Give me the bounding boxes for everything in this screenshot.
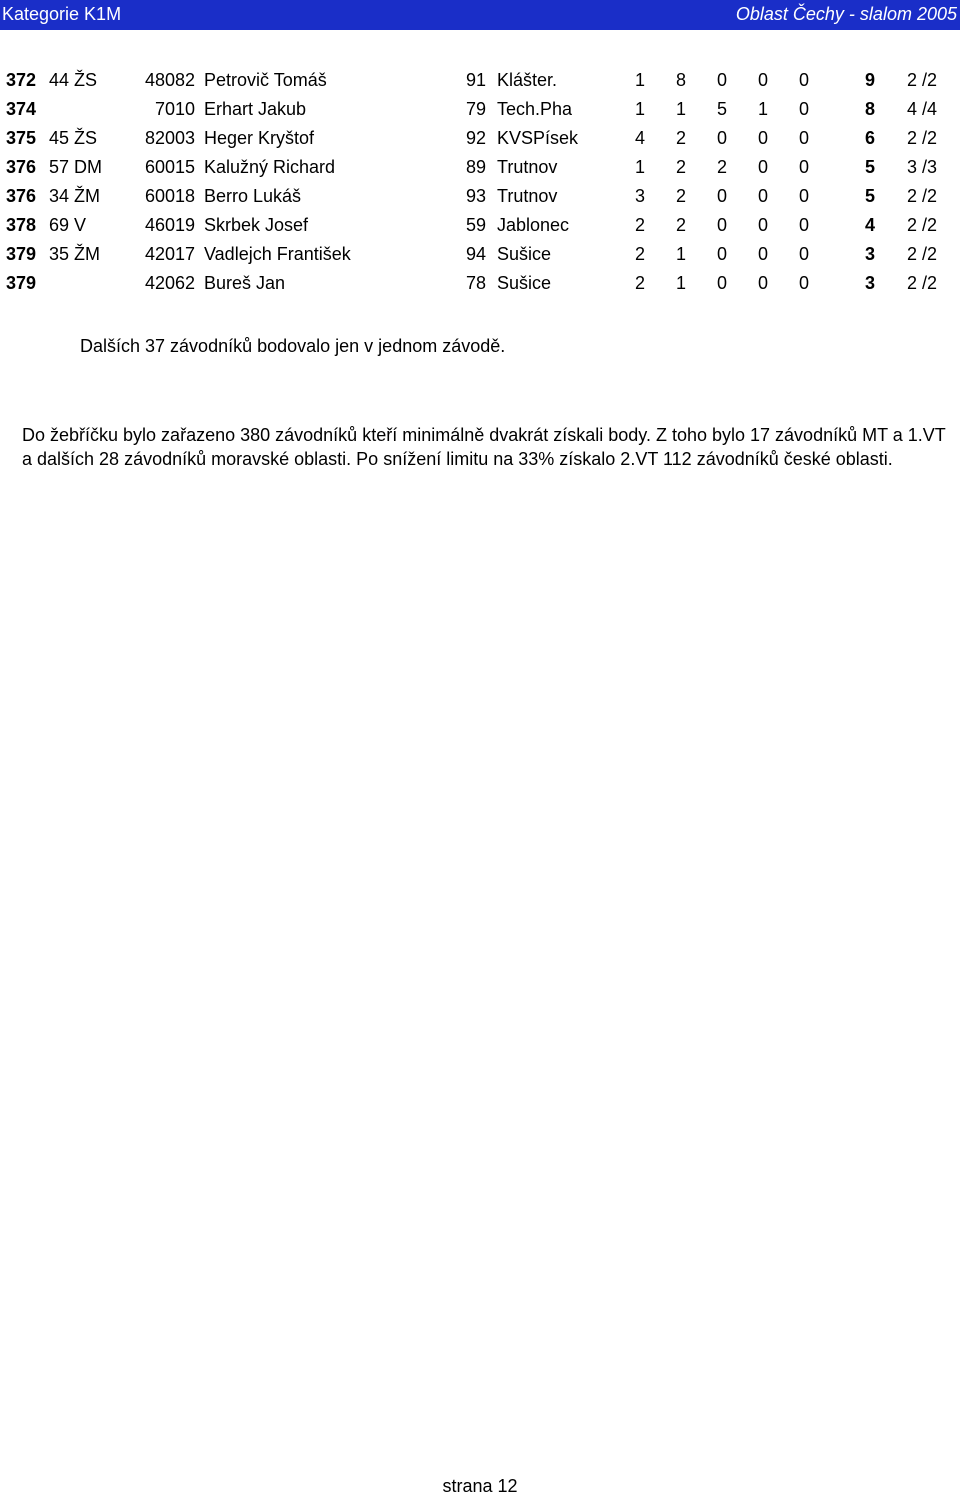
single-race-note: Dalších 37 závodníků bodovalo jen v jednom závodě.	[80, 336, 506, 356]
club: Trutnov	[497, 157, 558, 177]
race-ratio: 2 /2	[907, 186, 938, 206]
points-2: 1	[675, 273, 686, 293]
points-1: 2	[634, 244, 645, 264]
club: Klášter.	[497, 70, 558, 90]
birth-year: 91	[466, 70, 487, 90]
competitor-name: Bureš Jan	[204, 273, 286, 293]
competitor-id: 60015	[144, 157, 195, 177]
start-number-category	[49, 186, 100, 207]
points-3: 2	[716, 157, 727, 177]
page-header	[0, 0, 960, 30]
start-number: 34	[49, 186, 70, 206]
points-3: 0	[716, 244, 727, 264]
results-table	[0, 70, 960, 302]
points-4: 0	[757, 273, 768, 293]
start-number: 69	[49, 215, 70, 235]
race-ratio: 2 /2	[907, 70, 938, 90]
region-title: Oblast Čechy - slalom 2005	[735, 4, 957, 24]
birth-year: 92	[466, 128, 487, 148]
club: Jablonec	[497, 215, 570, 235]
race-ratio: 2 /2	[907, 273, 938, 293]
competitor-name: Heger Kryštof	[204, 128, 315, 148]
rank: 376	[6, 186, 37, 206]
points-3: 0	[716, 215, 727, 235]
rank: 374	[6, 99, 37, 119]
start-number-category	[49, 157, 102, 178]
points-3: 0	[716, 273, 727, 293]
points-5: 0	[798, 128, 809, 148]
points-4: 0	[757, 244, 768, 264]
points-2: 1	[675, 99, 686, 119]
points-2: 2	[675, 215, 686, 235]
start-number: 57	[49, 157, 70, 177]
points-5: 0	[798, 215, 809, 235]
points-1: 1	[634, 157, 645, 177]
page-number: strana 12	[442, 1476, 518, 1496]
club: Trutnov	[497, 186, 558, 206]
points-3: 5	[716, 99, 727, 119]
start-number-category	[49, 244, 100, 265]
points-5: 0	[798, 273, 809, 293]
age-category: V	[74, 215, 87, 235]
table-row	[0, 215, 960, 244]
table-row	[0, 128, 960, 157]
points-5: 0	[798, 244, 809, 264]
points-3: 0	[716, 186, 727, 206]
points-1: 3	[634, 186, 645, 206]
start-number-category	[49, 128, 97, 149]
competitor-id: 46019	[144, 215, 195, 235]
start-number: 35	[49, 244, 70, 264]
competitor-name: Skrbek Josef	[204, 215, 309, 235]
category-title: Kategorie K1M	[2, 4, 122, 24]
competitor-name: Petrovič Tomáš	[204, 70, 327, 90]
points-2: 2	[675, 186, 686, 206]
points-1: 2	[634, 215, 645, 235]
rank: 379	[6, 273, 37, 293]
birth-year: 59	[466, 215, 487, 235]
rank: 378	[6, 215, 37, 235]
points-4: 0	[757, 157, 768, 177]
points-4: 0	[757, 70, 768, 90]
age-category: ŽM	[74, 244, 101, 264]
birth-year: 93	[466, 186, 487, 206]
age-category: ŽS	[74, 128, 98, 148]
points-4: 0	[757, 186, 768, 206]
points-3: 0	[716, 128, 727, 148]
birth-year: 89	[466, 157, 487, 177]
competitor-id: 42017	[144, 244, 195, 264]
start-number-category	[49, 70, 97, 91]
points-4: 0	[757, 128, 768, 148]
age-category: DM	[74, 157, 103, 177]
points-5: 0	[798, 99, 809, 119]
summary-note: Do žebříčku bylo zařazeno 380 závodníků kteří minimálně dvakrát získali body. Z toho bylo 17 závodníků MT a 1.VT a dalších 28 závodníků moravské oblasti. Po snížení limitu na 33% získalo 2.VT 112 závodníků české oblasti.	[22, 425, 946, 469]
points-3: 0	[716, 70, 727, 90]
total-points: 5	[864, 186, 875, 206]
club: KVSPísek	[497, 128, 579, 148]
total-points: 8	[864, 99, 875, 119]
rank: 379	[6, 244, 37, 264]
table-row	[0, 244, 960, 273]
table-row	[0, 186, 960, 215]
total-points: 3	[864, 273, 875, 293]
rank: 372	[6, 70, 37, 90]
points-4: 0	[757, 215, 768, 235]
points-4: 1	[757, 99, 768, 119]
table-row	[0, 157, 960, 186]
points-2: 1	[675, 244, 686, 264]
competitor-id: 7010	[154, 99, 195, 119]
club: Tech.Pha	[497, 99, 573, 119]
club: Sušice	[497, 273, 552, 293]
race-ratio: 2 /2	[907, 215, 938, 235]
total-points: 4	[864, 215, 875, 235]
points-2: 8	[675, 70, 686, 90]
birth-year: 78	[466, 273, 487, 293]
points-2: 2	[675, 157, 686, 177]
rank: 375	[6, 128, 37, 148]
points-5: 0	[798, 70, 809, 90]
competitor-id: 82003	[144, 128, 195, 148]
age-category: ŽS	[74, 70, 98, 90]
total-points: 9	[864, 70, 875, 90]
age-category: ŽM	[74, 186, 101, 206]
table-row	[0, 273, 960, 302]
birth-year: 94	[466, 244, 487, 264]
start-number: 45	[49, 128, 70, 148]
competitor-name: Berro Lukáš	[204, 186, 302, 206]
table-row	[0, 99, 960, 128]
race-ratio: 4 /4	[907, 99, 938, 119]
points-5: 0	[798, 157, 809, 177]
points-2: 2	[675, 128, 686, 148]
race-ratio: 3 /3	[907, 157, 938, 177]
competitor-name: Kalužný Richard	[204, 157, 336, 177]
points-1: 4	[634, 128, 645, 148]
competitor-name: Erhart Jakub	[204, 99, 307, 119]
competitor-id: 42062	[144, 273, 195, 293]
start-number: 44	[49, 70, 70, 90]
points-1: 1	[634, 99, 645, 119]
race-ratio: 2 /2	[907, 128, 938, 148]
birth-year: 79	[466, 99, 487, 119]
total-points: 6	[864, 128, 875, 148]
total-points: 5	[864, 157, 875, 177]
competitor-id: 48082	[144, 70, 195, 90]
competitor-name: Vadlejch František	[204, 244, 351, 264]
start-number-category	[49, 215, 86, 236]
table-row	[0, 70, 960, 99]
rank: 376	[6, 157, 37, 177]
race-ratio: 2 /2	[907, 244, 938, 264]
club: Sušice	[497, 244, 552, 264]
points-1: 1	[634, 70, 645, 90]
points-1: 2	[634, 273, 645, 293]
total-points: 3	[864, 244, 875, 264]
competitor-id: 60018	[144, 186, 195, 206]
points-5: 0	[798, 186, 809, 206]
